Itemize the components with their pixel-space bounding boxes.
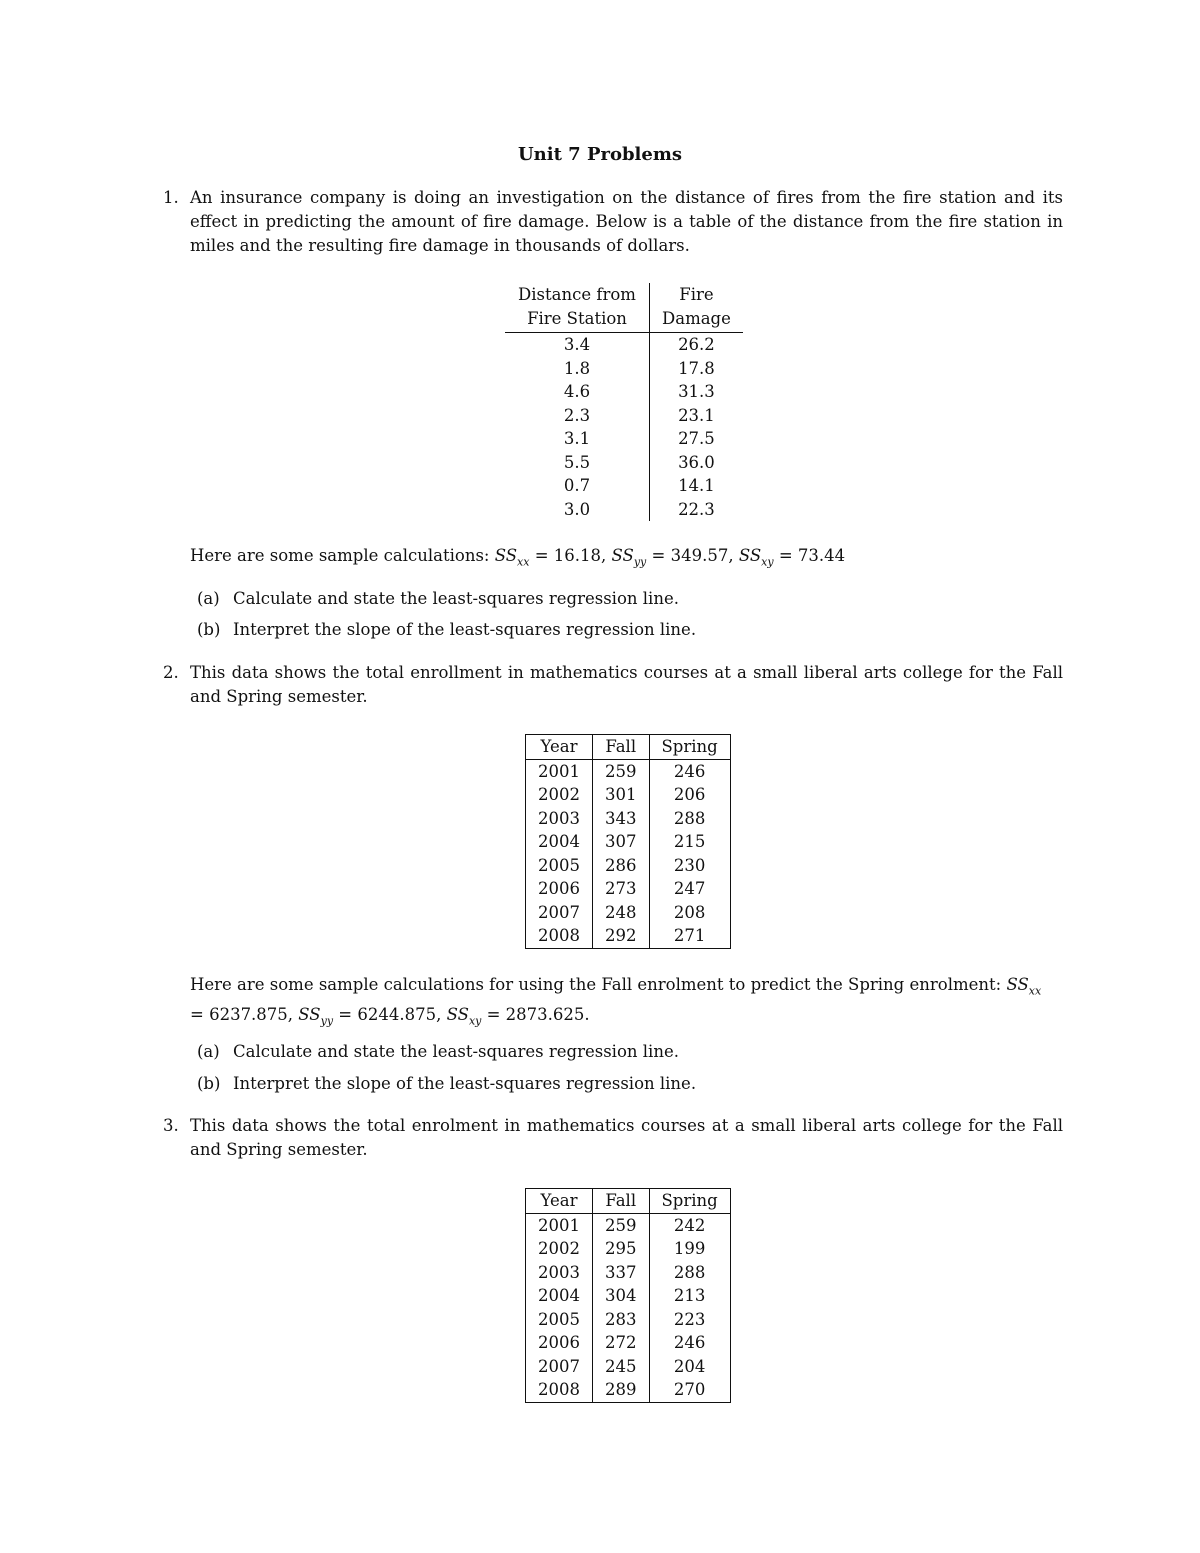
table-cell: 295 — [593, 1237, 650, 1261]
table-row — [526, 924, 731, 948]
table-row — [505, 451, 743, 475]
table-cell: 259 — [593, 1213, 650, 1237]
column-header-fall: Fall — [593, 735, 650, 760]
subquestion-b: (b) Interpret the slope of the least-squares regression line. — [197, 620, 697, 639]
enrollment-table-2 — [525, 734, 731, 949]
table-cell: 246 — [649, 759, 730, 783]
table-cell: 215 — [649, 830, 730, 854]
table-row — [505, 404, 743, 428]
table-cell: 31.3 — [678, 382, 715, 401]
table-cell: 3.4 — [505, 333, 650, 357]
table-cell: 208 — [649, 901, 730, 925]
table-cell: 247 — [649, 877, 730, 901]
table-cell: 288 — [649, 1261, 730, 1285]
table-cell: 301 — [593, 783, 650, 807]
table-cell: 22.3 — [678, 499, 715, 519]
table-header-row — [526, 1189, 731, 1214]
table-body — [526, 1213, 731, 1402]
table-cell: 2003 — [526, 807, 593, 831]
table-cell: 2006 — [526, 1331, 593, 1355]
table-row — [505, 357, 743, 381]
problem-number: 2. — [163, 663, 179, 682]
table-body — [505, 333, 743, 522]
table-body — [526, 759, 731, 948]
table-cell: 2002 — [526, 783, 593, 807]
table-cell: 4.6 — [505, 380, 650, 404]
column-header-year: Year — [526, 735, 593, 760]
table-cell: 2005 — [526, 854, 593, 878]
problem-number: 3. — [163, 1116, 179, 1135]
table-cell: 2008 — [526, 924, 593, 948]
table-row — [526, 1237, 731, 1261]
table-row — [526, 807, 731, 831]
problem-3 — [163, 1114, 1063, 1162]
table-cell: 27.5 — [678, 429, 715, 448]
subquestion-a: (a) Calculate and state the least-squares regression line. — [197, 1042, 679, 1061]
table-cell: 2006 — [526, 877, 593, 901]
table-cell: 246 — [649, 1331, 730, 1355]
table-row — [526, 759, 731, 783]
table-cell: 288 — [649, 807, 730, 831]
table-cell: 206 — [649, 783, 730, 807]
subquestion-b: (b) Interpret the slope of the least-squares regression line. — [197, 1074, 697, 1093]
table-row — [526, 1378, 731, 1402]
table-cell: 273 — [593, 877, 650, 901]
table-cell: 2007 — [526, 1355, 593, 1379]
problem-text: This data shows the total enrollment in mathematics courses at a small liberal arts college for the Fall and Spring semester. — [190, 663, 1063, 706]
table-cell: 26.2 — [678, 335, 715, 354]
table-row — [526, 854, 731, 878]
table-cell: 204 — [649, 1355, 730, 1379]
table-cell: 14.1 — [678, 476, 715, 495]
table-cell: 292 — [593, 924, 650, 948]
table-cell: 199 — [649, 1237, 730, 1261]
table-cell: 337 — [593, 1261, 650, 1285]
table-cell: 272 — [593, 1331, 650, 1355]
table-cell: 36.0 — [678, 452, 715, 472]
table-cell: 23.1 — [678, 405, 715, 425]
table-cell: 2008 — [526, 1378, 593, 1402]
table-row — [505, 474, 743, 498]
column-header-distance: Distance from Fire Station — [505, 283, 650, 333]
table-cell: 223 — [649, 1308, 730, 1332]
problem-text: This data shows the total enrolment in mathematics courses at a small liberal arts college for the Fall and Spring semester. — [190, 1116, 1063, 1159]
table-cell: 3.0 — [505, 498, 650, 522]
table-cell: 242 — [649, 1213, 730, 1237]
table-row — [505, 380, 743, 404]
table-row — [526, 830, 731, 854]
table-row — [505, 427, 743, 451]
table-row — [526, 1355, 731, 1379]
table-cell: 289 — [593, 1378, 650, 1402]
table-cell: 259 — [593, 759, 650, 783]
table-row — [505, 498, 743, 522]
table-cell: 2001 — [526, 1213, 593, 1237]
table-row — [526, 1308, 731, 1332]
fire-damage-table — [505, 283, 743, 521]
subquestion-a: (a) Calculate and state the least-squares regression line. — [197, 589, 679, 608]
table-header-row — [526, 735, 731, 760]
table-header-row — [505, 283, 743, 333]
table-cell: 245 — [593, 1355, 650, 1379]
table-cell: 2004 — [526, 830, 593, 854]
column-header-damage: Fire Damage — [662, 285, 731, 328]
table-cell: 248 — [593, 901, 650, 925]
problem-number: 1. — [163, 188, 179, 207]
table-cell: 307 — [593, 830, 650, 854]
table-row — [526, 1213, 731, 1237]
column-header-fall: Fall — [593, 1189, 650, 1214]
column-header-spring: Spring — [649, 735, 730, 760]
table-row — [526, 783, 731, 807]
table-row — [526, 1261, 731, 1285]
sample-calculations: Here are some sample calculations for using the Fall enrolment to predict the Spring enrolment: $SS_{xx} = 6237.875$, $SS_{yy} = 6244.875$, $SS_{xy} = 2873.625$. — [190, 975, 1042, 1028]
table-cell: 2002 — [526, 1237, 593, 1261]
table-cell: 271 — [649, 924, 730, 948]
table-cell: 2003 — [526, 1261, 593, 1285]
table-cell: 270 — [649, 1378, 730, 1402]
table-cell: 1.8 — [505, 357, 650, 381]
table-row — [505, 333, 743, 357]
table-cell: 17.8 — [678, 358, 715, 378]
table-cell: 0.7 — [505, 474, 650, 498]
table-cell: 2005 — [526, 1308, 593, 1332]
column-header-year: Year — [526, 1189, 593, 1214]
problem-text: An insurance company is doing an investigation on the distance of fires from the fire station and its effect in predicting the amount of fire damage. Below is a table of the distance from the fire station in miles and the resulting fire damage in thousands of dollars. — [190, 188, 1063, 255]
enrollment-table-3 — [525, 1188, 731, 1403]
table-cell: 230 — [649, 854, 730, 878]
table-cell: 3.1 — [505, 427, 650, 451]
table-cell: 304 — [593, 1284, 650, 1308]
table-cell: 286 — [593, 854, 650, 878]
column-header-spring: Spring — [649, 1189, 730, 1214]
problem-2 — [163, 661, 1063, 709]
table-cell: 2.3 — [505, 404, 650, 428]
table-cell: 283 — [593, 1308, 650, 1332]
table-row — [526, 1284, 731, 1308]
table-row — [526, 1331, 731, 1355]
sample-calculations: Here are some sample calculations: $SS_{xx} = 16.18$, $SS_{yy} = 349.57$, $SS_{xy} = 73.44$ — [190, 546, 846, 569]
problem-1 — [163, 186, 1063, 258]
table-cell: 213 — [649, 1284, 730, 1308]
table-cell: 5.5 — [505, 451, 650, 475]
table-cell: 2007 — [526, 901, 593, 925]
page-title: Unit 7 Problems — [517, 144, 683, 165]
table-cell: 2001 — [526, 759, 593, 783]
table-row — [526, 877, 731, 901]
table-cell: 343 — [593, 807, 650, 831]
table-cell: 2004 — [526, 1284, 593, 1308]
table-row — [526, 901, 731, 925]
